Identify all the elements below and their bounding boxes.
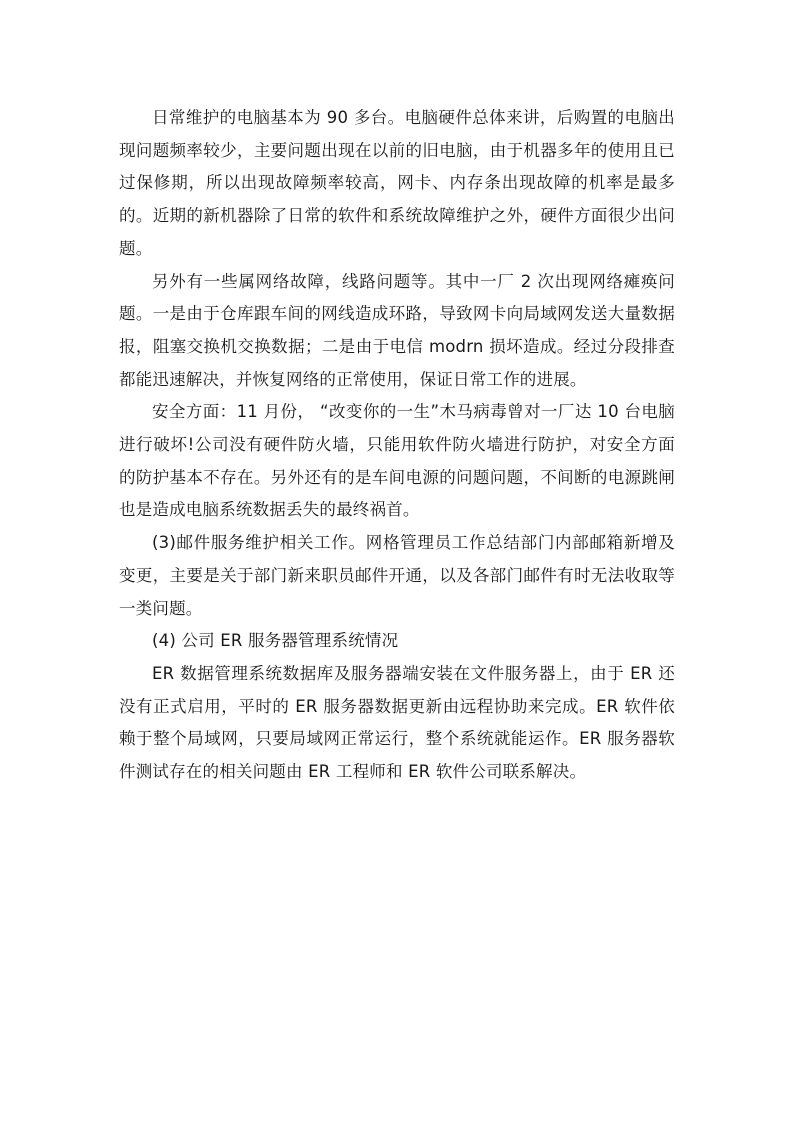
paragraph-mail-service: (3)邮件服务维护相关工作。网格管理员工作总结部门内部邮箱新增及变更，主要是关于部门新来职员邮件开通，以及各部门邮件有时无法收取等一类问题。 bbox=[119, 533, 675, 618]
paragraph-network-faults: 另外有一些属网络故障，线路问题等。其中一厂 2 次出现网络瘫痪问题。一是由于仓库跟车间的网线造成环路，导致网卡向局域网发送大量数据报，阻塞交换机交换数据；二是由于电信 modrn 损坏造成。经过分段排查都能迅速解决，并恢复网络的正常使用，保证日常工作的进展。 bbox=[119, 271, 675, 389]
paragraph-er-heading: (4) 公司 ER 服务器管理系统情况 bbox=[152, 631, 399, 651]
document-body bbox=[119, 102, 675, 789]
paragraph-er-system: ER 数据管理系统数据库及服务器端安装在文件服务器上，由于 ER 还没有正式启用，平时的 ER 服务器数据更新由远程协助来完成。ER 软件依赖于整个局域网，只要局域网正常运行，整个系统就能运作。ER 服务器软件测试存在的相关问题由 ER 工程师和 ER 软件公司联系解决。 bbox=[119, 663, 675, 782]
paragraph-security: 安全方面：11 月份， “改变你的一生”木马病毒曾对一厂达 10 台电脑进行破坏!公司没有硬件防火墙，只能用软件防火墙进行防护，对安全方面的防护基本不存在。另外还有的是车间电源的问题问题，不间断的电源跳闸也是造成电脑系统数据丢失的最终祸首。 bbox=[119, 402, 675, 520]
paragraph-hardware-maintenance: 日常维护的电脑基本为 90 多台。电脑硬件总体来讲，后购置的电脑出现问题频率较少，主要问题出现在以前的旧电脑，由于机器多年的使用且已过保修期，所以出现故障频率较高，网卡、内存条出现故障的机率是最多的。近期的新机器除了日常的软件和系统故障维护之外，硬件方面很少出问题。 bbox=[119, 108, 675, 258]
